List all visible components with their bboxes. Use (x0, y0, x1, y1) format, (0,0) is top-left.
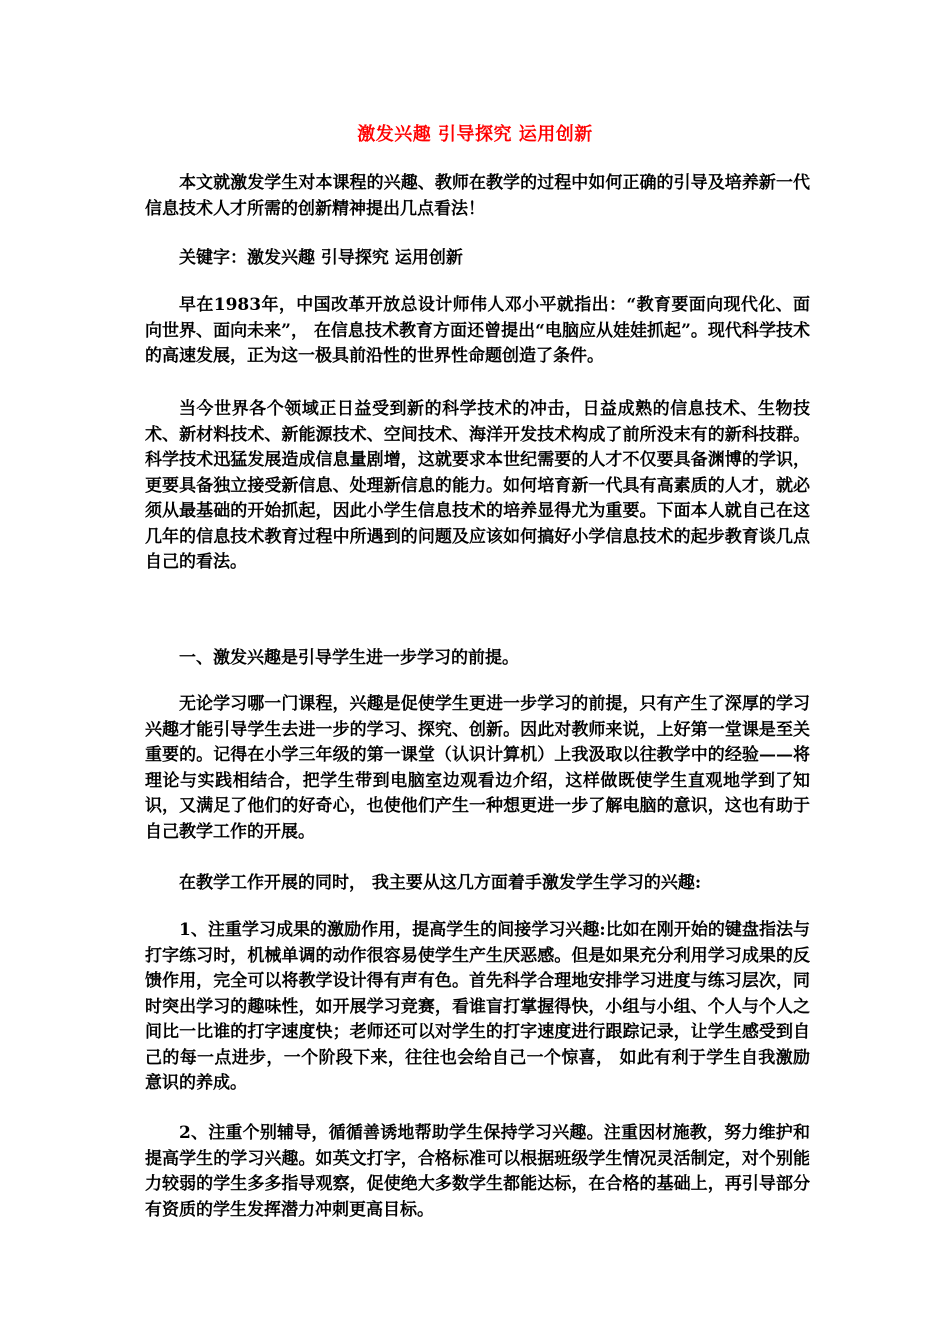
intro-paragraph: 早在1983年，中国改革开放总设计师伟人邓小平就指出：“教育要面向现代化、面向世界、面向未来”， 在信息技术教育方面还曾提出“电脑应从娃娃抓起”。现代科学技术的高速发展，正为这一极具前沿性的世界性命题创造了条件。 (145, 295, 810, 366)
document-title: 激发兴趣 引导探究 运用创新 (357, 124, 593, 145)
abstract-paragraph: 本文就激发学生对本课程的兴趣、教师在教学的过程中如何正确的引导及培养新一代信息技术人才所需的创新精神提出几点看法！ (145, 173, 810, 219)
section-1-paragraph: 无论学习哪一门课程，兴趣是促使学生更进一步学习的前提，只有产生了深厚的学习兴趣才能引导学生去进一步的学习、探究、创新。因此对教师来说，上好第一堂课是至关重要的。记得在小学三年级的第一课堂（认识计算机）上我汲取以往教学中的经验——将理论与实践相结合，把学生带到电脑室边观看边介绍，这样做既使学生直观地学到了知识，又满足了他们的好奇心，也使他们产生一种想更进一步了解电脑的意识，这也有助于自己教学工作的开展。 (145, 694, 810, 842)
keywords-paragraph: 关键字：激发兴趣 引导探究 运用创新 (179, 248, 463, 268)
point-2-paragraph: 2、注重个别辅导，循循善诱地帮助学生保持学习兴趣。注重因材施教，努力维护和提高学生的学习兴趣。如英文打字，合格标准可以根据班级学生情况灵活制定，对个别能力较弱的学生多多指导观察，促使绝大多数学生都能达标，在合格的基础上，再引导部分有资质的学生发挥潜力冲刺更高目标。 (145, 1123, 810, 1220)
section-1-intro-paragraph: 在教学工作开展的同时， 我主要从这几方面着手激发学生学习的兴趣: (179, 873, 702, 893)
section-heading-1: 一、激发兴趣是引导学生进一步学习的前提。 (179, 648, 519, 668)
point-1-paragraph: 1、注重学习成果的激励作用，提高学生的间接学习兴趣:比如在刚开始的键盘指法与打字练习时，机械单调的动作很容易使学生产生厌恶感。但是如果充分利用学习成果的反馈作用，完全可以将教学设计得有声有色。首先科学合理地安排学习进度与练习层次，同时突出学习的趣味性，如开展学习竞赛，看谁盲打掌握得快，小组与小组、个人与个人之间比一比谁的打字速度快；老师还可以对学生的打字速度进行跟踪记录，让学生感受到自己的每一点进步，一个阶段下来，往往也会给自己一个惊喜， 如此有利于学生自我激励意识的养成。 (145, 920, 810, 1093)
background-paragraph: 当今世界各个领域正日益受到新的科学技术的冲击，日益成熟的信息技术、生物技术、新材料技术、新能源技术、空间技术、海洋开发技术构成了前所没末有的新科技群。科学技术迅猛发展造成信息量剧增，这就要求本世纪需要的人才不仅要具备渊博的学识，更要具备独立接受新信息、处理新信息的能力。如何培育新一代具有高素质的人才，就必须从最基础的开始抓起，因此小学生信息技术的培养显得尤为重要。下面本人就自己在这几年的信息技术教育过程中所遇到的问题及应该如何搞好小学信息技术的起步教育谈几点自己的看法。 (145, 399, 810, 572)
